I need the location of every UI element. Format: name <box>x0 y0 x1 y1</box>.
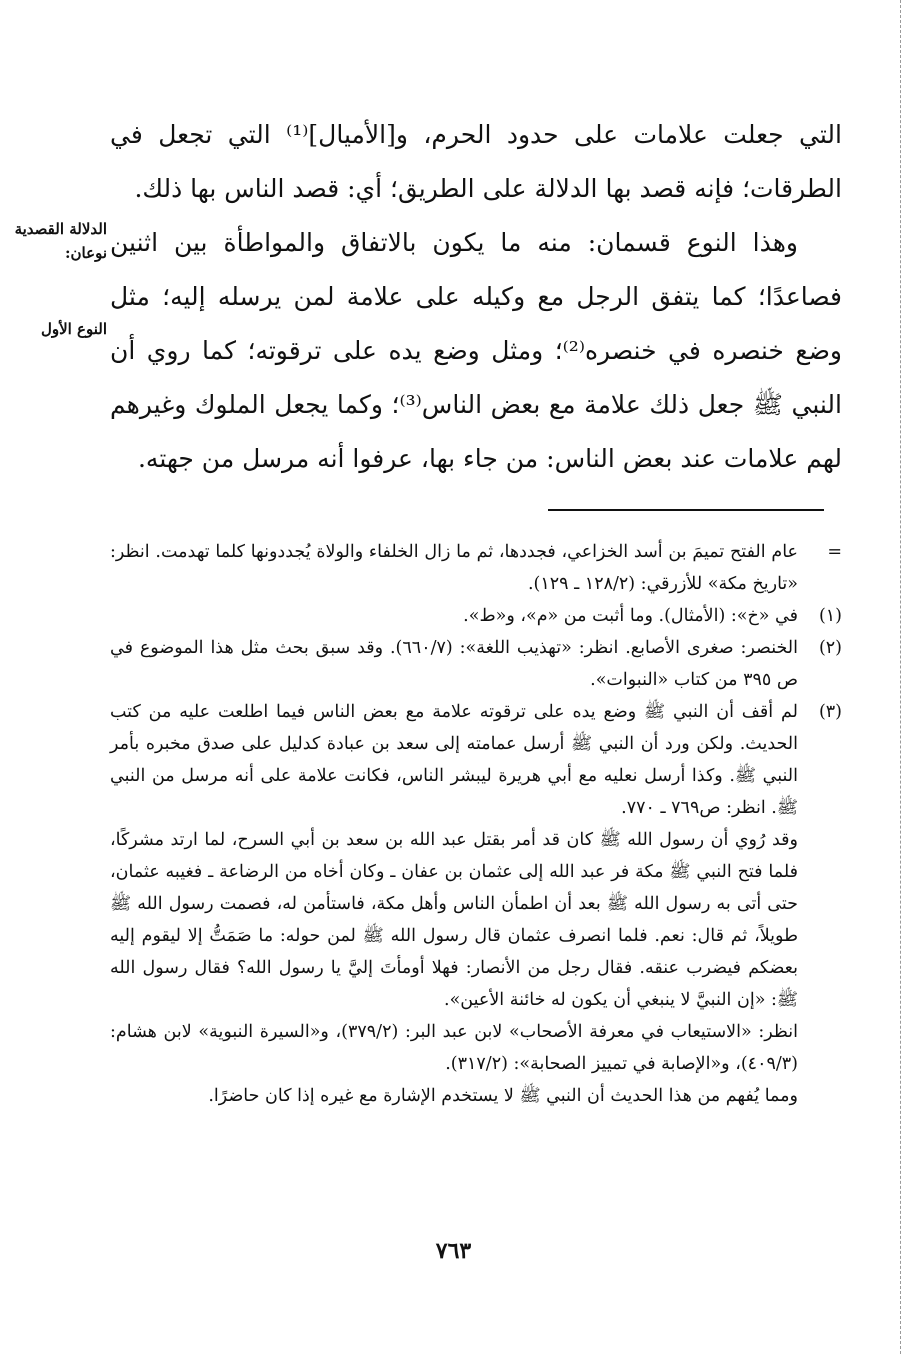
footnote-3-conclusion <box>110 1080 842 1112</box>
footnote-3-continuation <box>110 824 842 1016</box>
footnotes <box>110 536 842 1112</box>
scan-edge-line <box>899 0 901 1354</box>
footnote-text: وقد رُوي أن رسول الله ﷺ كان قد أمر بقتل عبد الله بن سعد بن أبي السرح، لما ارتد مشركًا، فلما فتح النبي ﷺ مكة فر عبد الله إلى عثمان بن عفان ـ وكان أخاه من الرضاعة ـ فغيبه عثمان، حتى أتى به رسول الله ﷺ بعد أن اطمأن الناس وأهل مكة، فاستأمن له، فصمت رسول الله ﷺ طويلاً، ثم قال: نعم. فلما انصرف عثمان قال رسول الله ﷺ لمن حوله: ما صَمَتُّ إلا ليقوم إليه بعضكم فيضرب عنقه. فقال رجل من الأنصار: فهلا أومأتَ إليَّ يا رسول الله؟ فقال رسول الله ﷺ: «إن النبيَّ لا ينبغي أن يكون له خائنة الأعين». <box>110 830 798 1010</box>
main-text <box>110 108 842 486</box>
footnote-text: في «خ»: (الأمثال). وما أثبت من «م»، و«ط». <box>463 606 798 626</box>
main-paragraph-2: وهذا النوع قسمان: منه ما يكون بالاتفاق والمواطأة بين اثنين فصاعدًا؛ كما يتفق الرجل مع وكيله على علامة لمن يرسله إليه؛ مثل وضع خنصره في خنصره⁽²⁾؛ ومثل وضع يده على ترقوته؛ كما روي أن النبي ﷺ جعل ذلك علامة مع بعض الناس⁽³⁾؛ وكما يجعل الملوك وغيرهم لهم علامات عند بعض الناس: من جاء بها، عرفوا أنه مرسل من جهته. <box>110 228 842 473</box>
footnote-text: الخنصر: صغرى الأصابع. انظر: «تهذيب اللغة»: (٦٦٠/٧). وقد سبق بحث مثل هذا الموضوع في ص ٣٩٥ من كتاب «النبوات». <box>110 638 798 690</box>
footnote-continued <box>110 536 842 600</box>
footnote-mark: (١) <box>818 606 842 626</box>
footnote-mark: = <box>827 542 842 562</box>
footnote-2 <box>110 632 842 696</box>
footnote-text: ومما يُفهم من هذا الحديث أن النبي ﷺ لا يستخدم الإشارة مع غيره إذا كان حاضرًا. <box>208 1086 798 1106</box>
footnote-mark: (٣) <box>818 702 842 722</box>
footnote-text: عام الفتح تميمَ بن أسد الخزاعي، فجددها، ثم ما زال الخلفاء والولاة يُجددونها كلما تهدمت. انظر: «تاريخ مكة» للأزرقي: (١٢٨/٢ ـ ١٢٩). <box>110 542 798 594</box>
footnote-mark: (٢) <box>818 638 842 658</box>
main-paragraph-1: التي جعلت علامات على حدود الحرم، و[الأميال]⁽¹⁾ التي تجعل في الطرقات؛ فإنه قصد بها الدلالة على الطريق؛ أي: قصد الناس بها ذلك. <box>110 120 842 203</box>
side-note-first-type: النوع الأول <box>40 320 107 338</box>
footnote-text: لم أقف أن النبي ﷺ وضع يده على ترقوته علامة مع بعض الناس فيما اطلعت عليه من كتب الحديث. ولكن ورد أن النبي ﷺ أرسل عمامته إلى سعد بن عبادة كدليل على صدق مخبره بأمر النبي ﷺ. وكذا أرسل نعليه مع أبي هريرة ليبشر الناس، فكانت علامة على أنه مرسل من النبي ﷺ. انظر: ص٧٦٩ ـ ٧٧٠. <box>110 702 798 818</box>
page-number: ٧٦٣ <box>435 1238 472 1264</box>
side-note-intentional-signification: الدلالة القصدية <box>14 220 107 238</box>
footnote-text: انظر: «الاستيعاب في معرفة الأصحاب» لابن عبد البر: (٣٧٩/٢)، و«السيرة النبوية» لابن هشام: (٤٠٩/٣)، و«الإصابة في تمييز الصحابة»: (٣١٧/٢). <box>110 1022 798 1074</box>
footnote-separator <box>548 509 824 511</box>
footnote-3 <box>110 696 842 824</box>
side-note-two-types: نوعان: <box>65 244 107 262</box>
footnote-1 <box>110 600 842 632</box>
footnote-3-references <box>110 1016 842 1080</box>
